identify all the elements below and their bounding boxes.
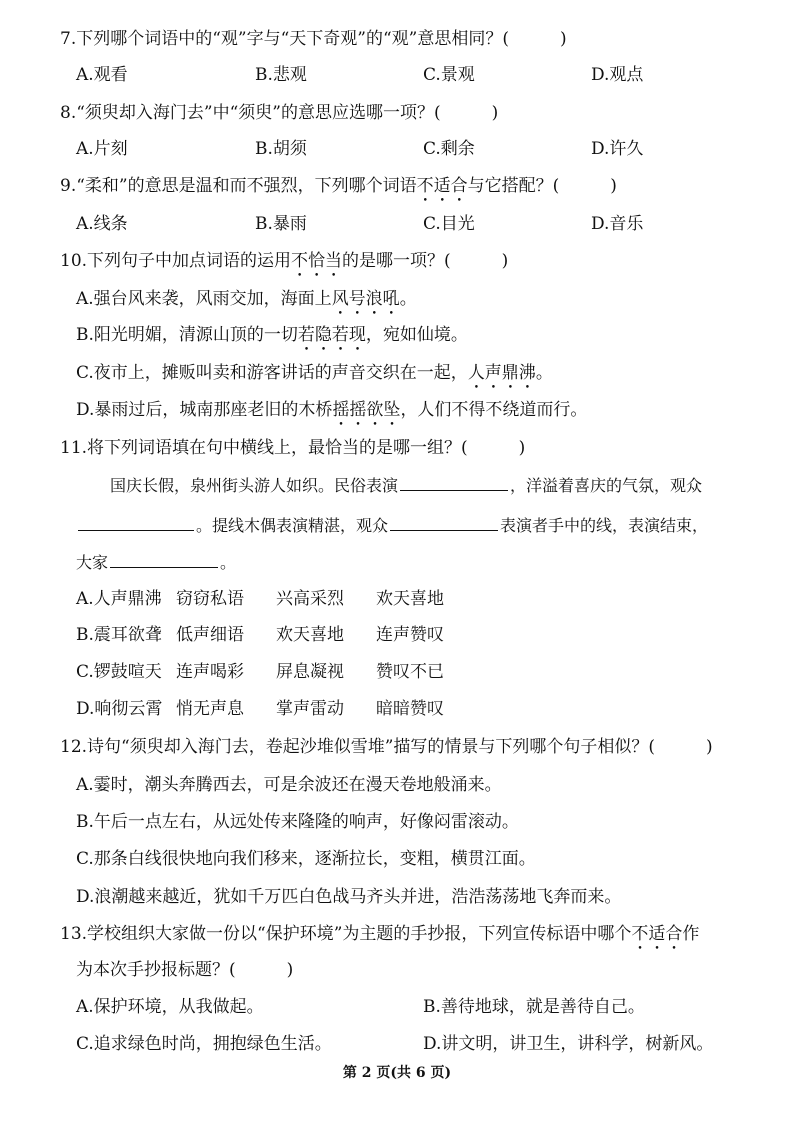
q13-stem: 13.学校组织大家做一份以“保护环境”为主题的手抄报，下列宣传标语中哪个不适合作 [60, 924, 700, 944]
q11-passage-line1: 国庆长假，泉州街头游人如织。民俗表演 ，洋溢着喜庆的气氛，观众 [110, 468, 702, 504]
blank-4[interactable] [110, 545, 218, 568]
q10-stem: 10.下列句子中加点词语的运用不恰当的是哪一项？( ) [60, 251, 509, 271]
q12-option-d: D.浪潮越来越近，犹如千万匹白色战马齐头并进，浩浩荡荡地飞奔而来。 [76, 887, 622, 907]
q13-stem-line2: 为本次手抄报标题？( ) [76, 960, 294, 980]
blank-3[interactable] [390, 508, 498, 531]
q7-option-a: A.观看 [76, 65, 128, 85]
q9-option-d: D.音乐 [591, 214, 644, 234]
q13-option-c: C.追求绿色时尚，拥抱绿色生活。 [76, 1034, 332, 1054]
q10-emphasis: 不恰当 [291, 251, 343, 271]
blank-1[interactable] [400, 468, 508, 491]
q10-option-b: B.阳光明媚，清源山顶的一切若隐若现，宛如仙境。 [76, 325, 468, 345]
q9-option-b: B.暴雨 [255, 214, 307, 234]
q13-option-b: B.善待地球，就是善待自己。 [423, 997, 645, 1017]
q12-option-a: A.霎时，潮头奔腾西去，可是余波还在漫天卷地般涌来。 [76, 775, 502, 795]
q7-stem: 7.下列哪个词语中的“观”字与“天下奇观”的“观”意思相同？( ) [60, 29, 567, 49]
blank-2[interactable] [78, 508, 194, 531]
q7-option-b: B.悲观 [255, 65, 307, 85]
q8-option-d: D.许久 [591, 139, 644, 159]
q8-stem: 8.“须臾却入海门去”中“须臾”的意思应选哪一项？( ) [60, 103, 499, 123]
q9-stem: 9.“柔和”的意思是温和而不强烈，下列哪个词语不适合与它搭配？( ) [60, 176, 617, 196]
q8-option-a: A.片刻 [76, 139, 128, 159]
q12-stem: 12.诗句“须臾却入海门去，卷起沙堆似雪堆”描写的情景与下列哪个句子相似？( ) [60, 737, 713, 757]
q7-option-c: C.景观 [423, 65, 475, 85]
q7-option-d: D.观点 [591, 65, 644, 85]
q9-option-c: C.目光 [423, 214, 475, 234]
q11-passage-line3: 大家 。 [76, 545, 236, 581]
q11-option-c: C.锣鼓喧天 连声喝彩 屏息凝视 赞叹不已 [76, 662, 444, 682]
q12-option-c: C.那条白线很快地向我们移来，逐渐拉长，变粗，横贯江面。 [76, 849, 536, 869]
q11-stem: 11.将下列词语填在句中横线上，最恰当的是哪一组？( ) [60, 438, 526, 458]
q11-option-d: D.响彻云霄 悄无声息 掌声雷动 暗暗赞叹 [76, 699, 444, 719]
q13-option-a: A.保护环境，从我做起。 [76, 997, 264, 1017]
q9-emphasis: 不适合 [416, 176, 468, 196]
q8-option-c: C.剩余 [423, 139, 475, 159]
q13-option-d: D.讲文明，讲卫生，讲科学，树新风。 [423, 1034, 714, 1054]
q13-emphasis: 不适合 [631, 924, 683, 944]
q11-option-b: B.震耳欲聋 低声细语 欢天喜地 连声赞叹 [76, 625, 444, 645]
page-number: 第 2 页(共 6 页) [342, 1065, 452, 1081]
q9-option-a: A.线条 [76, 214, 128, 234]
q11-option-a: A.人声鼎沸 窃窃私语 兴高采烈 欢天喜地 [76, 589, 444, 609]
q10-option-c: C.夜市上，摊贩叫卖和游客讲话的声音交织在一起，人声鼎沸。 [76, 363, 553, 383]
q10-option-a: A.强台风来袭，风雨交加，海面上风号浪吼。 [76, 289, 417, 309]
q11-passage-line2: 。提线木偶表演精湛，观众 表演者手中的线，表演结束， [76, 508, 708, 544]
q10-option-d: D.暴雨过后，城南那座老旧的木桥摇摇欲坠，人们不得不绕道而行。 [76, 400, 588, 420]
q12-option-b: B.午后一点左右，从远处传来隆隆的响声，好像闷雷滚动。 [76, 812, 519, 832]
q8-option-b: B.胡须 [255, 139, 307, 159]
